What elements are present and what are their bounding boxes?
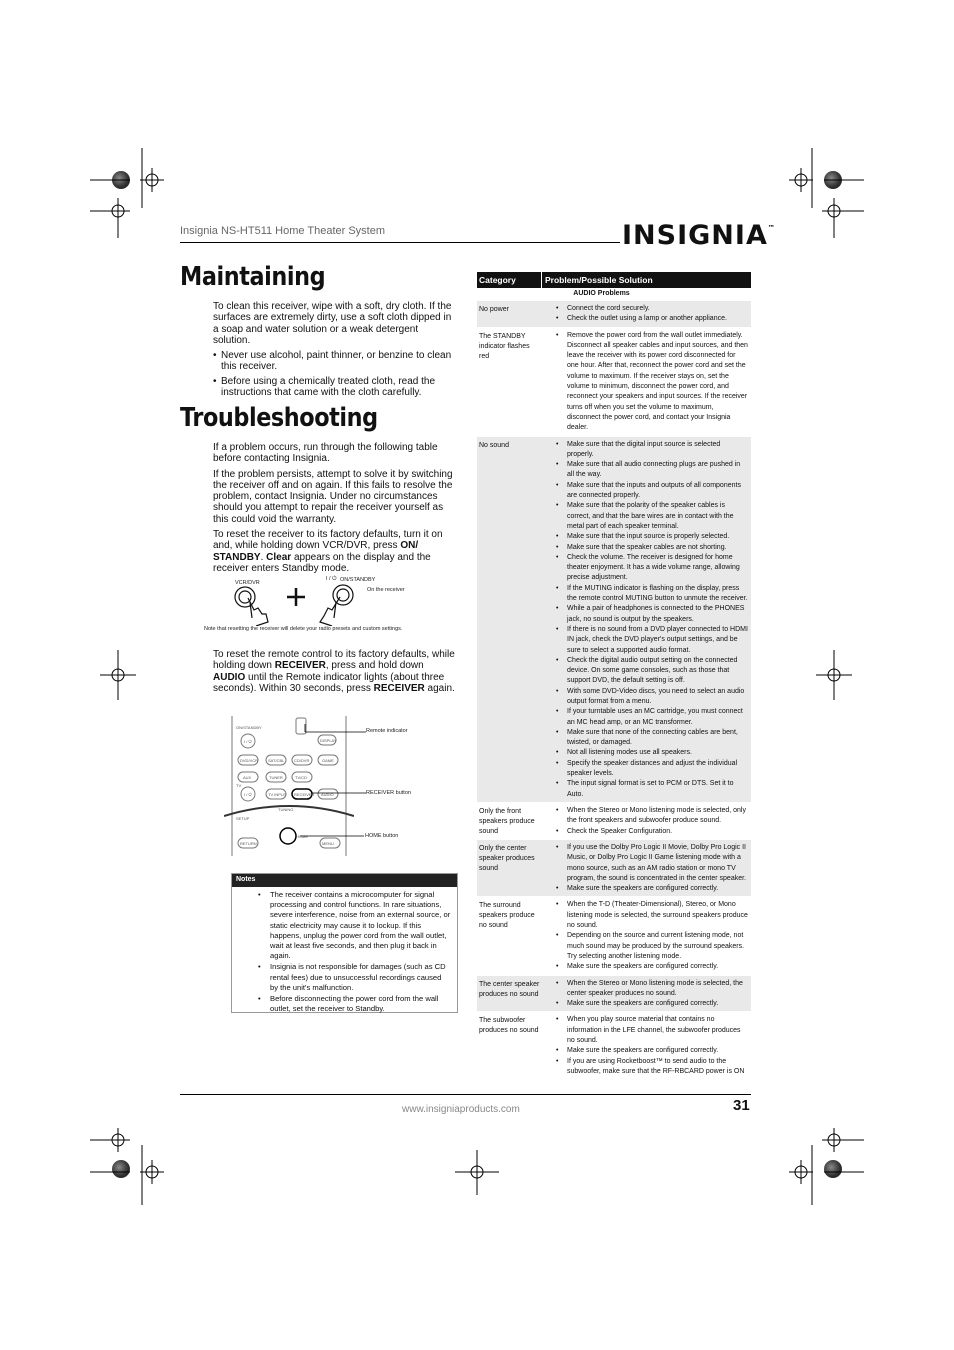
list-item: • When the T-D (Theater-Dimensional), Stereo, or Mono listening mode is selected, the surround speakers produce no sound. bbox=[567, 900, 748, 931]
fig-label: I / ⏻ bbox=[326, 576, 337, 582]
solution-list bbox=[567, 979, 748, 1010]
table-cell-category: The surround speakers produce no sound bbox=[479, 902, 535, 930]
table-cell-solution bbox=[543, 897, 751, 974]
text-run: until the Remote indicator lights (about three seconds). Within 30 seconds, press bbox=[213, 671, 445, 694]
remote-button-label: RECEIVER bbox=[294, 792, 315, 797]
remote-button-label: I / ⏻ bbox=[244, 792, 252, 797]
insignia-logo bbox=[622, 220, 776, 251]
table-row bbox=[477, 897, 751, 975]
solution-list bbox=[567, 331, 748, 434]
list-item: • Make sure the speakers are configured correctly. bbox=[567, 884, 748, 894]
text-run: To reset the remote control to its factory defaults, while holding down bbox=[213, 649, 455, 672]
footer-url: www.insigniaproducts.com bbox=[402, 1104, 520, 1115]
remote-button-label: TV/CD bbox=[295, 775, 307, 780]
notes-list bbox=[232, 890, 457, 1014]
remote-button-label: HOME bbox=[296, 834, 308, 839]
list-item: • Never use alcohol, paint thinner, or benzine to clean this receiver. bbox=[221, 350, 455, 373]
table-cell-solution bbox=[543, 976, 751, 1012]
solution-list bbox=[567, 304, 748, 325]
maintaining-body bbox=[213, 301, 455, 401]
list-item: • With some DVD-Video discs, you need to select an audio output format from a menu. bbox=[567, 687, 748, 708]
table-section-title: AUDIO Problems bbox=[573, 290, 630, 297]
troubleshooting-table bbox=[477, 272, 751, 1080]
list-item: • If you are using Rocketboost™ to send audio to the subwoofer, make sure that the RF-RBCARD power is ON bbox=[567, 1057, 748, 1078]
list-item: • Before using a chemically treated cloth, read the instructions that came with the cloth carefully. bbox=[221, 376, 455, 399]
list-item: • Make sure the speakers are configured correctly. bbox=[567, 1046, 748, 1056]
table-cell-solution bbox=[543, 437, 751, 802]
list-item: • While a pair of headphones is connected to the PHONES jack, no sound is output by the speakers. bbox=[567, 604, 748, 625]
table-header bbox=[477, 272, 751, 288]
paragraph bbox=[213, 529, 455, 574]
list-item: • Make sure that the speaker cables are not shorting. bbox=[567, 543, 748, 553]
list-item: • Specify the speaker distances and adjust the individual speaker levels. bbox=[567, 759, 748, 780]
text-run: To reset the receiver to its factory defaults, turn it on and, while holding down VCR/DVR, press bbox=[213, 529, 443, 552]
list-item: • Before disconnecting the power cord from the wall outlet, set the receiver to Standby. bbox=[270, 994, 451, 1014]
notes-title: Notes bbox=[232, 874, 457, 887]
text-run: appears on the display and the receiver enters Standby mode. bbox=[213, 551, 431, 574]
list-item: • If there is no sound from a DVD player connected to HDMI IN jack, check the DVD player's output settings, and be sure to select a supported audio format. bbox=[567, 625, 748, 656]
table-row bbox=[477, 301, 751, 328]
troubleshooting-body bbox=[213, 442, 455, 578]
list-item: • Make sure that the polarity of the speaker cables is correct, and that the bare wires are in contact with the metal part of each speaker terminal. bbox=[567, 501, 748, 532]
troubleshooting-heading: Troubleshooting bbox=[180, 403, 378, 433]
hand-pressing-buttons-icon bbox=[228, 584, 368, 626]
header-rule bbox=[180, 242, 620, 243]
table-row bbox=[477, 437, 751, 803]
text-run-bold: Clear bbox=[266, 551, 292, 563]
remote-button-label: I / ⏻ bbox=[244, 739, 252, 744]
callout-lines-icon bbox=[300, 724, 370, 844]
solution-list bbox=[567, 1015, 748, 1077]
footer-rule bbox=[180, 1094, 751, 1095]
table-row bbox=[477, 1012, 751, 1080]
callout-receiver-button: RECEIVER button bbox=[366, 790, 411, 796]
fig-label: VCR/DVR bbox=[235, 580, 260, 586]
table-body bbox=[477, 301, 751, 1080]
list-item: • The receiver contains a microcomputer for signal processing and control functions. In rare situations, severe interference, noise from an external source, or static electricity may cause it to lockup. If this happens, unplug the power cord from the wall outlet, wait at least five seconds, and then plug it back in again. bbox=[270, 890, 451, 961]
paragraph bbox=[213, 649, 455, 694]
solution-list bbox=[567, 806, 748, 837]
logo-text: INSIGNIA bbox=[622, 220, 768, 251]
remote-button-label: DISPLAY bbox=[320, 738, 337, 743]
table-cell-solution bbox=[543, 301, 751, 327]
list-item: • When you play source material that contains no information in the LFE channel, the subwoofer produces no sound. bbox=[567, 1015, 748, 1046]
remote-button-label: SETUP bbox=[236, 816, 250, 821]
list-item: • When the Stereo or Mono listening mode is selected, the center speaker produces no sound. bbox=[567, 979, 748, 1000]
maintaining-bullets bbox=[213, 350, 455, 398]
remote-button-label: TUNER bbox=[269, 775, 283, 780]
remote-button-label: GAME bbox=[322, 758, 334, 763]
remote-button-label: DVD/VCR bbox=[240, 758, 259, 763]
list-item: • Not all listening modes use all speakers. bbox=[567, 748, 748, 758]
table-row bbox=[477, 328, 751, 437]
remote-button-label: TV INPUT bbox=[268, 792, 287, 797]
list-item: • Depending on the source and current listening mode, not much sound may be produced by the surround speakers. Try selecting another listening mode. bbox=[567, 931, 748, 962]
table-cell-solution bbox=[543, 840, 751, 896]
list-item: • Make sure that the digital input source is selected properly. bbox=[567, 440, 748, 461]
text-run-bold: ON/ STANDBY bbox=[213, 540, 419, 563]
maintaining-heading: Maintaining bbox=[180, 262, 326, 292]
solution-list bbox=[567, 440, 748, 800]
table-row bbox=[477, 803, 751, 840]
paragraph: If a problem occurs, run through the following table before contacting Insignia. bbox=[213, 442, 438, 465]
notes-box bbox=[231, 873, 458, 1013]
list-item: • Check the volume. The receiver is designed for home theater enjoyment. It has a wide volume range, allowing precise adjustment. bbox=[567, 553, 748, 584]
table-row bbox=[477, 976, 751, 1013]
list-item: • Make sure the speakers are configured correctly. bbox=[567, 962, 748, 972]
logo-tm: ™ bbox=[767, 224, 776, 232]
list-item: • Make sure that the inputs and outputs of all components are connected properly. bbox=[567, 481, 748, 502]
list-item: • Make sure the speakers are configured correctly. bbox=[567, 999, 748, 1009]
callout-home-button: HOME button bbox=[365, 833, 399, 839]
text-run-bold: AUDIO bbox=[213, 671, 246, 683]
table-cell-category: No power bbox=[479, 306, 509, 313]
list-item: • The input signal format is set to PCM or DTS. Set it to Auto. bbox=[567, 779, 748, 800]
text-run: . bbox=[260, 551, 267, 563]
table-cell-solution bbox=[543, 1012, 751, 1079]
list-item: • Check the outlet using a lamp or another appliance. bbox=[567, 314, 748, 324]
list-item: • If your turntable uses an MC cartridge, you must connect an MC head amp, or an MC transformer. bbox=[567, 707, 748, 728]
list-item: • Make sure that the input source is properly selected. bbox=[567, 532, 748, 542]
list-item: • When the Stereo or Mono listening mode is selected, only the front speakers and subwoofer produce sound. bbox=[567, 806, 748, 827]
fig-label: ON/STANDBY bbox=[340, 577, 376, 583]
text-run-bold: RECEIVER bbox=[274, 660, 326, 672]
table-cell-category: The center speaker produces no sound bbox=[479, 980, 540, 998]
table-cell-category: The STANDBY indicator flashes red bbox=[479, 332, 530, 360]
table-cell-category: Only the front speakers produce sound bbox=[479, 807, 535, 835]
page-number: 31 bbox=[733, 1097, 750, 1114]
fig-note: Note that resetting the receiver will delete your radio presets and custom settings. bbox=[204, 626, 403, 632]
remote-button-label: MENU bbox=[322, 841, 334, 846]
remote-button-label: ON/STANDBY bbox=[236, 725, 262, 730]
remote-button-label: SAT/CBL bbox=[268, 758, 285, 763]
running-header: Insignia NS-HT511 Home Theater System bbox=[180, 225, 386, 237]
list-item: • Make sure that none of the connecting cables are bent, twisted, or damaged. bbox=[567, 728, 748, 749]
text-run-bold: RECEIVER bbox=[373, 682, 425, 694]
list-item: • If the MUTING indicator is flashing on the display, press the remote control MUTING button to unmute the receiver. bbox=[567, 584, 748, 605]
column-header: Problem/Possible Solution bbox=[545, 275, 653, 285]
list-item: • Check the digital audio output setting on the connected device. On some game consoles, such as those that support DVD, the default setting is off. bbox=[567, 656, 748, 687]
list-item: • If you use the Dolby Pro Logic II Movie, Dolby Pro Logic II Music, or Dolby Pro Logic II Game listening mode with a mono source, such as an AM radio station or mono TV program, the sound is concentrated in the center speaker. bbox=[567, 843, 748, 884]
fig-caption: On the receiver bbox=[367, 587, 405, 593]
maintaining-intro: To clean this receiver, wipe with a soft, dry cloth. If the surfaces are extremely dirty, use a soft cloth dipped in a soap and water solution or a weak detergent solution. bbox=[213, 301, 452, 346]
solution-list bbox=[567, 843, 748, 894]
callout-remote-indicator: Remote indicator bbox=[366, 728, 408, 734]
list-item: • Remove the power cord from the wall outlet immediately. Disconnect all speaker cables and input sources, and then leave the receiver with its power cord disconnected for one hour. After that, reconnect the power cord and set the volume to maximum. If the receiver stays on, set the volume to minimum, disconnect the power cord, and reconnect your speakers and input sources. If the receiver turns off when you set the volume to maximum, disconnect the power cord, and contact your Insignia dealer. bbox=[567, 331, 748, 434]
text-run: , press and hold down bbox=[325, 660, 424, 672]
table-cell-category: The subwoofer produces no sound bbox=[479, 1017, 539, 1035]
remote-button-label: CD/DVR bbox=[294, 758, 310, 763]
table-cell-category: No sound bbox=[479, 441, 509, 449]
remote-button-label: AUX bbox=[243, 775, 252, 780]
table-cell-solution bbox=[543, 328, 751, 436]
paragraph: If the problem persists, attempt to solve it by switching the receiver off and on again. If this fails to resolve the problem, contact Insignia. Under no circumstances should you attempt to repair the receiver yourself as this could void the warranty. bbox=[213, 468, 453, 525]
list-item: • Make sure that all audio connecting plugs are pushed in all the way. bbox=[567, 460, 748, 481]
remote-button-label: TUNING bbox=[278, 807, 294, 812]
remote-button-label: TV bbox=[236, 783, 242, 788]
table-cell-solution bbox=[543, 803, 751, 839]
remote-button-label: AUDIO bbox=[321, 792, 334, 797]
solution-list bbox=[567, 900, 748, 972]
column-header: Category bbox=[477, 272, 542, 288]
table-cell-category: Only the center speaker produces sound bbox=[479, 844, 535, 872]
remote-reset-body bbox=[213, 649, 455, 698]
list-item: • Insignia is not responsible for damages (such as CD rental fees) due to unsuccessful recordings caused by the unit's malfunction. bbox=[270, 962, 451, 993]
remote-button-label: RETURN bbox=[240, 841, 257, 846]
list-item: • Connect the cord securely. bbox=[567, 304, 748, 314]
text-run: again. bbox=[424, 682, 455, 694]
table-row bbox=[477, 840, 751, 897]
list-item: • Check the Speaker Configuration. bbox=[567, 827, 748, 837]
